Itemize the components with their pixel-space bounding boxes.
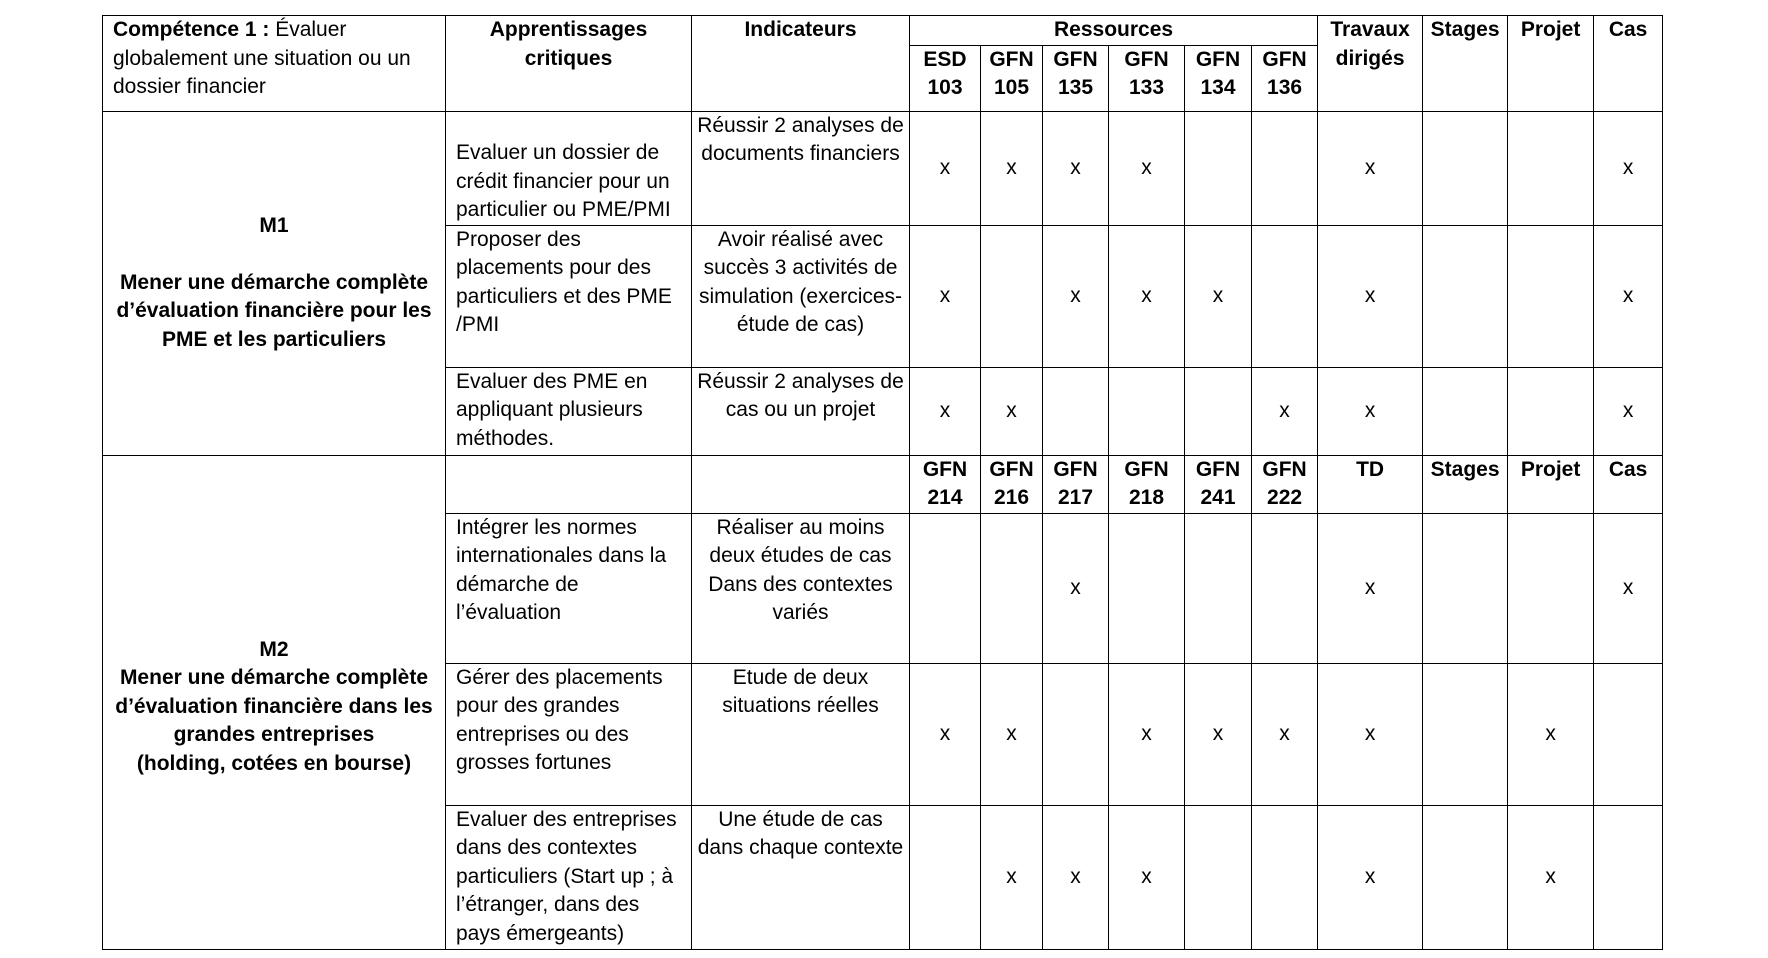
mark-cell: x bbox=[1508, 663, 1594, 805]
apprentissage-cell: Evaluer des entreprises dans des contextes particuliers (Start up ; à l’étranger, dans des pays émergeants) bbox=[446, 805, 692, 949]
mark-cell bbox=[981, 225, 1043, 367]
mark-cell: x bbox=[1185, 663, 1252, 805]
mark-cell bbox=[1109, 367, 1185, 455]
indicateur-cell: Etude de deux situations réelles bbox=[692, 663, 910, 805]
empty-cell bbox=[446, 455, 692, 513]
mark-cell: x bbox=[981, 111, 1043, 225]
mark-cell bbox=[1508, 367, 1594, 455]
resource-code: GFN 134 bbox=[1185, 45, 1252, 111]
mark-cell bbox=[1594, 663, 1663, 805]
mark-cell bbox=[1508, 513, 1594, 663]
mark-cell: x bbox=[1043, 805, 1109, 949]
resource-code: GFN 216 bbox=[981, 455, 1043, 513]
apprentissage-cell: Proposer des placements pour des particuliers et des PME /PMI bbox=[446, 225, 692, 367]
mark-cell bbox=[1423, 513, 1508, 663]
mark-cell: x bbox=[1318, 663, 1423, 805]
resource-code: GFN 135 bbox=[1043, 45, 1109, 111]
cas-header: Cas bbox=[1594, 455, 1663, 513]
projet-header: Projet bbox=[1508, 16, 1594, 112]
mark-cell: x bbox=[981, 805, 1043, 949]
apprentissage-cell: Evaluer un dossier de crédit financier pour un particulier ou PME/PMI bbox=[446, 111, 692, 225]
competence-label: Compétence 1 : bbox=[113, 18, 270, 41]
resource-code: GFN 136 bbox=[1252, 45, 1318, 111]
mark-cell: x bbox=[1508, 805, 1594, 949]
m2-module-cell bbox=[103, 455, 446, 949]
m2-title-line: grandes entreprises bbox=[173, 723, 375, 747]
table-row bbox=[103, 111, 1663, 225]
m2-title-line: Mener une démarche complète bbox=[119, 666, 429, 690]
mark-cell bbox=[1423, 805, 1508, 949]
resource-code: ESD 103 bbox=[910, 45, 981, 111]
mark-cell: x bbox=[1318, 513, 1423, 663]
stages-header: Stages bbox=[1423, 16, 1508, 112]
mark-cell bbox=[1185, 367, 1252, 455]
apprentissage-cell: Gérer des placements pour des grandes entreprises ou des grosses fortunes bbox=[446, 663, 692, 805]
mark-cell bbox=[1508, 225, 1594, 367]
resource-code: GFN 105 bbox=[981, 45, 1043, 111]
apprentissage-cell: Intégrer les normes internationales dans la démarche de l’évaluation bbox=[446, 513, 692, 663]
mark-cell bbox=[910, 805, 981, 949]
mark-cell: x bbox=[910, 367, 981, 455]
mark-cell: x bbox=[1594, 367, 1663, 455]
resource-code: GFN 222 bbox=[1252, 455, 1318, 513]
indicateur-cell: Une étude de cas dans chaque contexte bbox=[692, 805, 910, 949]
mark-cell: x bbox=[910, 225, 981, 367]
mark-cell: x bbox=[1318, 367, 1423, 455]
mark-cell: x bbox=[1043, 225, 1109, 367]
mark-cell: x bbox=[910, 111, 981, 225]
competence-title-cell bbox=[103, 16, 446, 112]
indicateurs-header: Indicateurs bbox=[692, 16, 910, 112]
resource-code: GFN 214 bbox=[910, 455, 981, 513]
mark-cell: x bbox=[1043, 111, 1109, 225]
apprentissages-header: Apprentissages critiques bbox=[446, 16, 692, 112]
indicateur-cell: Réussir 2 analyses de documents financiers bbox=[692, 111, 910, 225]
m1-title: Mener une démarche complète d’évaluation financière pour les PME et les particuliers bbox=[116, 270, 432, 351]
mark-cell: x bbox=[1043, 513, 1109, 663]
mark-cell bbox=[1252, 225, 1318, 367]
mark-cell: x bbox=[1594, 513, 1663, 663]
td-header: TD bbox=[1318, 455, 1423, 513]
m1-module-cell bbox=[103, 111, 446, 455]
indicateur-cell: Réaliser au moins deux études de cas Dans des contextes variés bbox=[692, 513, 910, 663]
mark-cell: x bbox=[1252, 367, 1318, 455]
mark-cell: x bbox=[1594, 225, 1663, 367]
mark-cell: x bbox=[1109, 225, 1185, 367]
mark-cell bbox=[1252, 111, 1318, 225]
competence-text: Évaluer globalement une situation ou un dossier financier bbox=[113, 18, 411, 98]
cas-header: Cas bbox=[1594, 16, 1663, 112]
mark-cell: x bbox=[1109, 805, 1185, 949]
mark-cell: x bbox=[981, 663, 1043, 805]
mark-cell bbox=[1423, 663, 1508, 805]
mark-cell bbox=[910, 513, 981, 663]
mark-cell bbox=[1252, 513, 1318, 663]
stages-header: Stages bbox=[1423, 455, 1508, 513]
mark-cell bbox=[1508, 111, 1594, 225]
mark-cell bbox=[981, 513, 1043, 663]
mark-cell: x bbox=[1109, 663, 1185, 805]
m2-header-row bbox=[103, 455, 1663, 513]
mark-cell: x bbox=[1318, 225, 1423, 367]
mark-cell: x bbox=[1109, 111, 1185, 225]
indicateur-cell: Avoir réalisé avec succès 3 activités de simulation (exercices- étude de cas) bbox=[692, 225, 910, 367]
header-row-1 bbox=[103, 16, 1663, 46]
m2-title-line: (holding, cotées en bourse) bbox=[136, 751, 412, 775]
mark-cell: x bbox=[1318, 111, 1423, 225]
mark-cell: x bbox=[910, 663, 981, 805]
mark-cell: x bbox=[1185, 225, 1252, 367]
mark-cell: x bbox=[1252, 663, 1318, 805]
mark-cell bbox=[1423, 225, 1508, 367]
mark-cell bbox=[1423, 367, 1508, 455]
resource-code: GFN 218 bbox=[1109, 455, 1185, 513]
m2-code: M2 bbox=[259, 637, 289, 661]
competence-table bbox=[102, 15, 1663, 950]
mark-cell bbox=[1594, 805, 1663, 949]
mark-cell: x bbox=[981, 367, 1043, 455]
mark-cell bbox=[1109, 513, 1185, 663]
resource-code: GFN 241 bbox=[1185, 455, 1252, 513]
m1-code: M1 bbox=[259, 214, 289, 237]
mark-cell bbox=[1185, 111, 1252, 225]
projet-header: Projet bbox=[1508, 455, 1594, 513]
mark-cell bbox=[1043, 663, 1109, 805]
resource-code: GFN 217 bbox=[1043, 455, 1109, 513]
mark-cell: x bbox=[1318, 805, 1423, 949]
apprentissage-cell: Evaluer des PME en appliquant plusieurs méthodes. bbox=[446, 367, 692, 455]
ressources-header: Ressources bbox=[910, 16, 1318, 46]
empty-cell bbox=[692, 455, 910, 513]
mark-cell bbox=[1252, 805, 1318, 949]
mark-cell bbox=[1043, 367, 1109, 455]
mark-cell bbox=[1185, 513, 1252, 663]
travaux-header: Travaux dirigés bbox=[1318, 16, 1423, 112]
indicateur-cell: Réussir 2 analyses de cas ou un projet bbox=[692, 367, 910, 455]
mark-cell bbox=[1423, 111, 1508, 225]
mark-cell: x bbox=[1594, 111, 1663, 225]
resource-code: GFN 133 bbox=[1109, 45, 1185, 111]
m2-title-line: d’évaluation financière dans les bbox=[115, 694, 433, 718]
mark-cell bbox=[1185, 805, 1252, 949]
